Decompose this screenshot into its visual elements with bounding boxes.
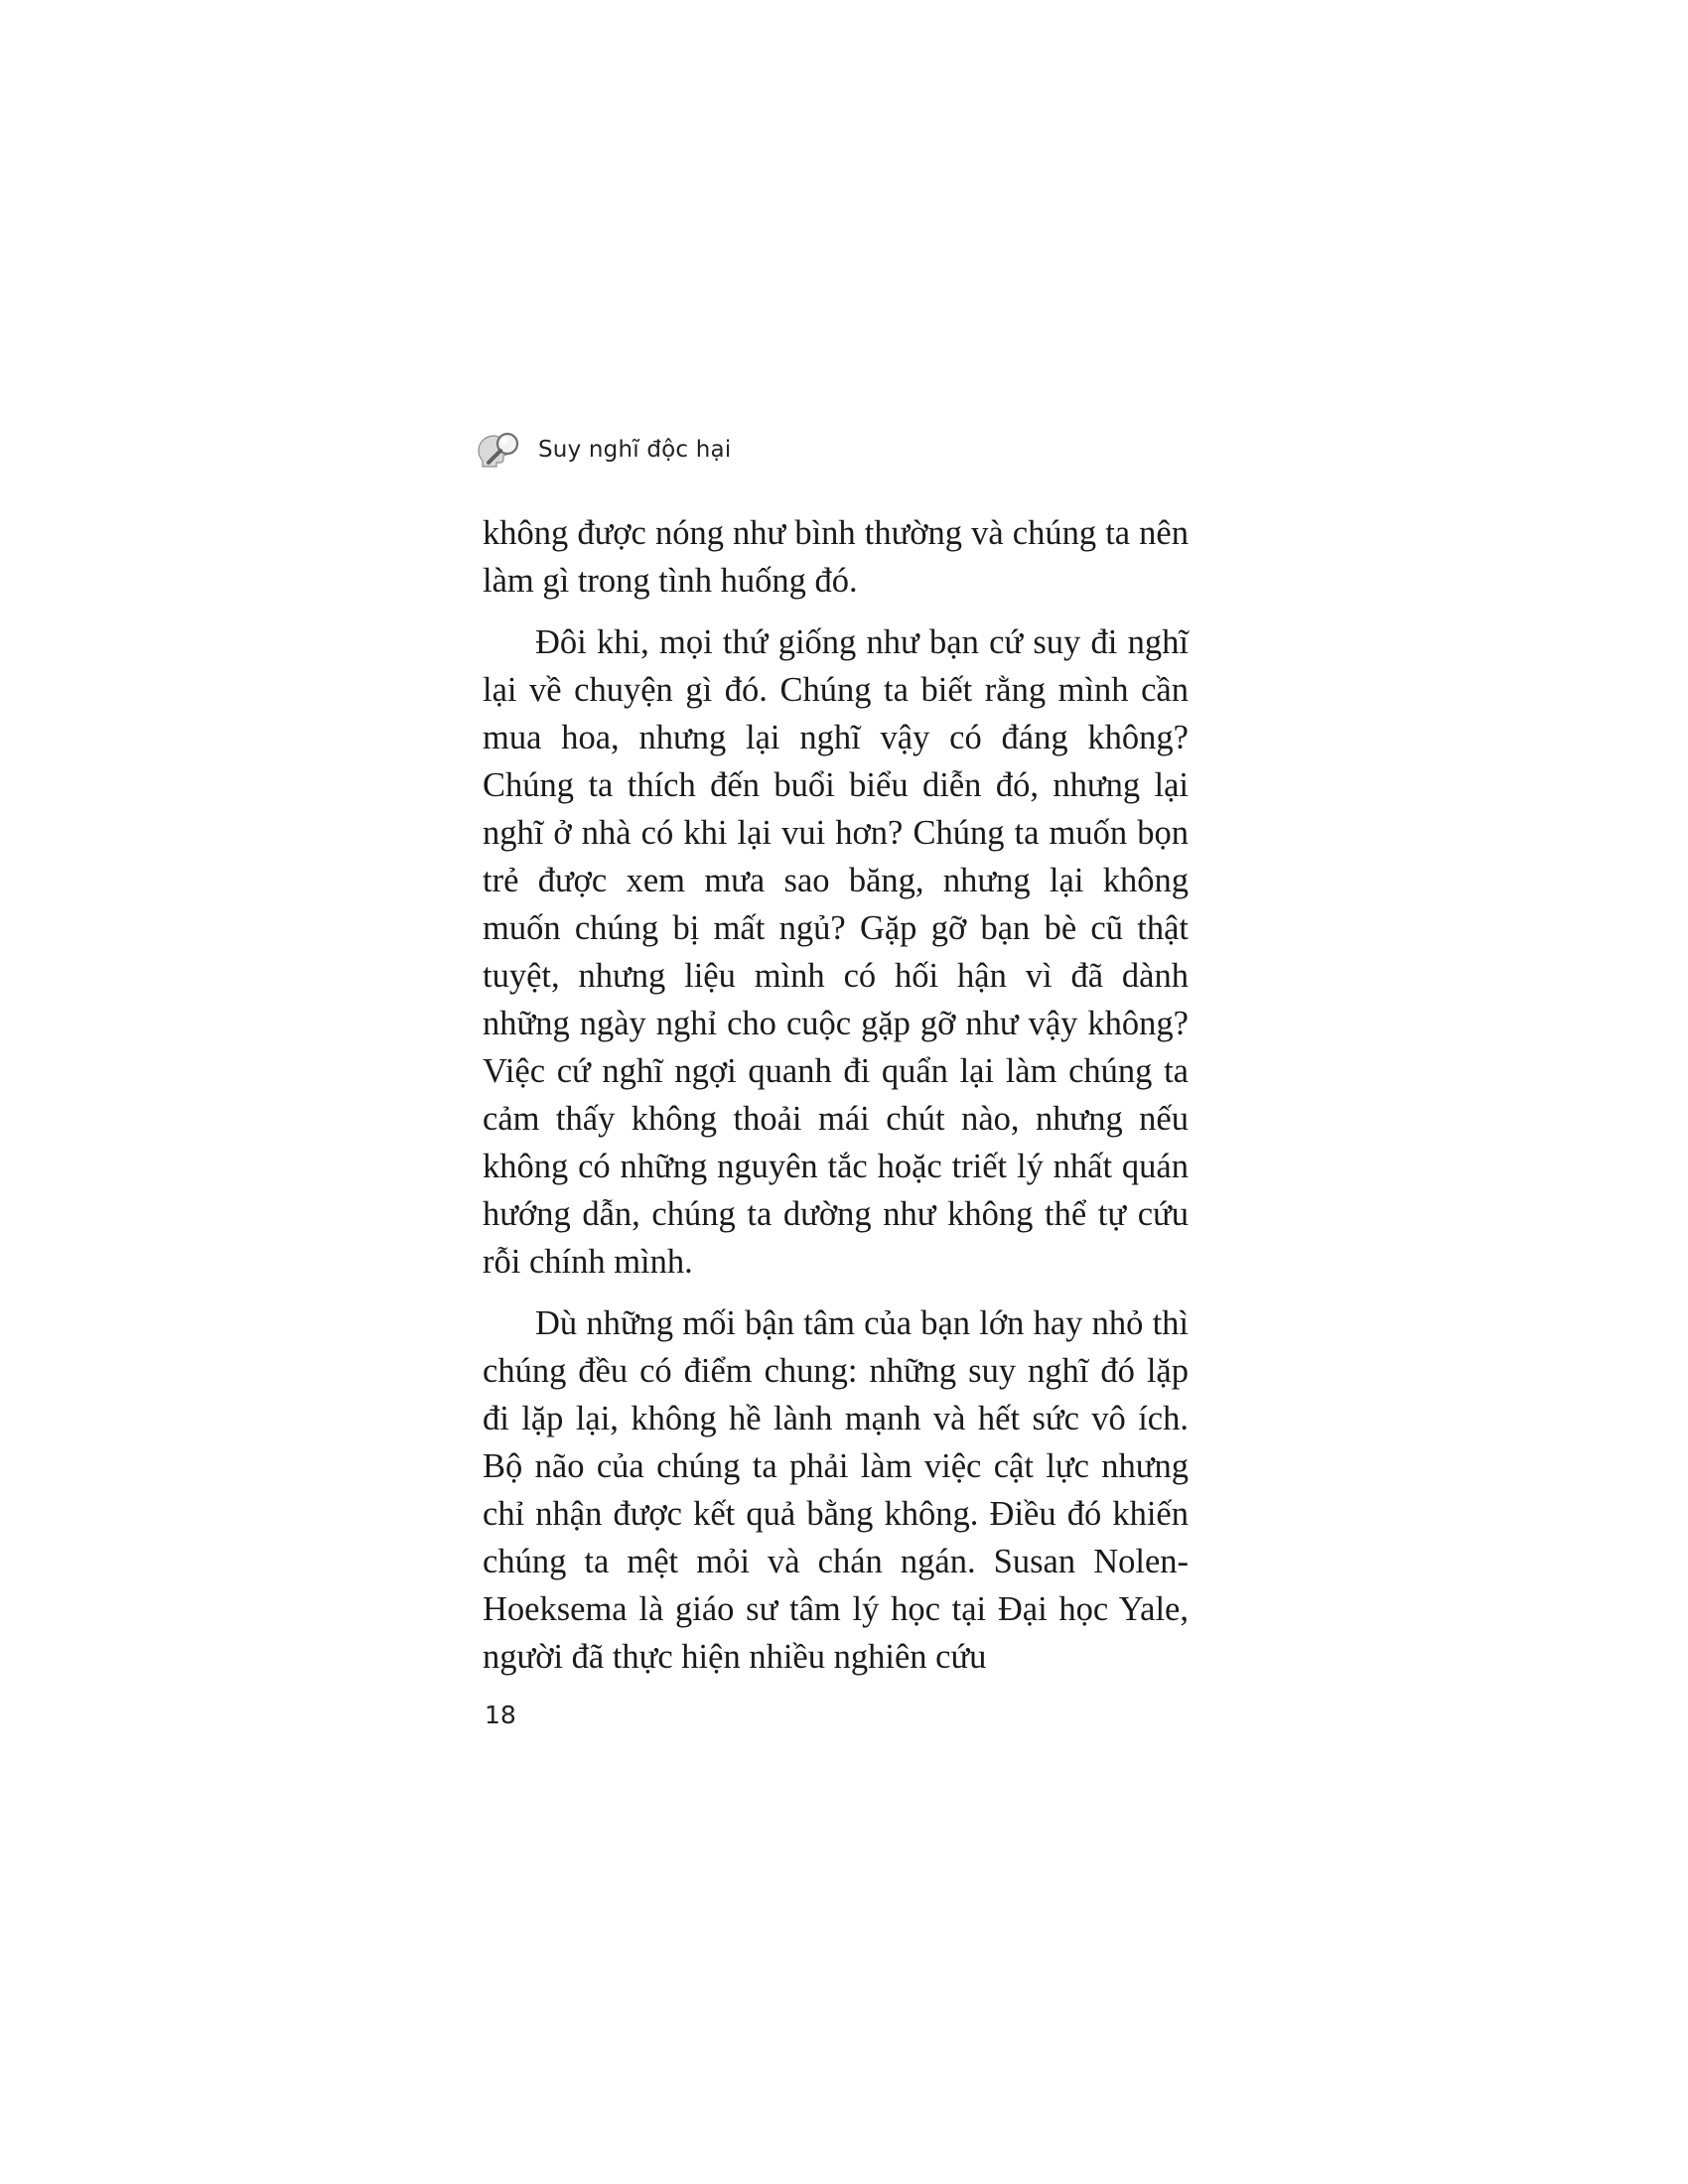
paragraph: Dù những mối bận tâm của bạn lớn hay nhỏ thì chúng đều có điểm chung: những suy nghĩ đó lặp đi lặp lại, không hề lành mạnh và hết sức vô ích. Bộ não của chúng ta phải làm việc cật lực nhưng chỉ nhận được kết quả bằng không. Điều đó khiến chúng ta mệt mỏi và chán ngán. Susan Nolen-Hoeksema là giáo sư tâm lý học tại Đại học Yale, người đã thực hiện nhiều nghiên cứu bbox=[483, 1304, 1189, 1676]
body-text bbox=[483, 509, 1189, 1681]
magnifying-glass-head-icon bbox=[475, 430, 526, 470]
page-number: 18 bbox=[485, 1701, 516, 1729]
paragraph: Đôi khi, mọi thứ giống như bạn cứ suy đi nghĩ lại về chuyện gì đó. Chúng ta biết rằng mình cần mua hoa, nhưng lại nghĩ vậy có đáng không? Chúng ta thích đến buổi biểu diễn đó, nhưng lại nghĩ ở nhà có khi lại vui hơn? Chúng ta muốn bọn trẻ được xem mưa sao băng, nhưng lại không muốn chúng bị mất ngủ? Gặp gỡ bạn bè cũ thật tuyệt, nhưng liệu mình có hối hận vì đã dành những ngày nghỉ cho cuộc gặp gỡ như vậy không? Việc cứ nghĩ ngợi quanh đi quẩn lại làm chúng ta cảm thấy không thoải mái chút nào, nhưng nếu không có những nguyên tắc hoặc triết lý nhất quán hướng dẫn, chúng ta dường như không thể tự cứu rỗi chính mình. bbox=[483, 623, 1189, 1281]
running-header bbox=[475, 425, 731, 475]
running-header-title: Suy nghĩ độc hại bbox=[538, 437, 732, 463]
paragraph: không được nóng như bình thường và chúng ta nên làm gì trong tình huống đó. bbox=[483, 514, 1189, 600]
